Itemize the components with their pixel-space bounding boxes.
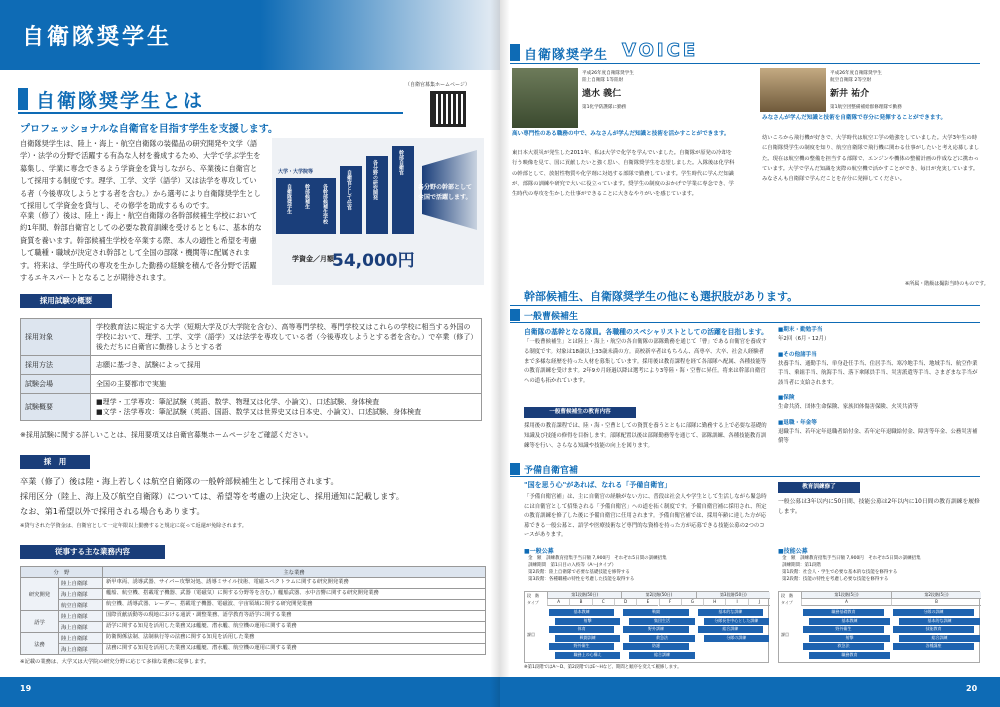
duty-row bbox=[21, 589, 486, 600]
exam-note: ※採用試験に関する詳しいことは、採用要項又は自衛官募集ホームページをご確認ください。 bbox=[20, 431, 313, 439]
schedule-year: 第1段階(50日) bbox=[547, 592, 621, 599]
yobi-body: 「予備自衛官補」は、主に自衛官の経験がない方に、普段は社会人や学生として生活しながら緊急時には自衛官として招集される「予備自衛官」への道を拓く制度です。予備自衛官補に採用され、所定の教育訓練を修了した後に予備自衛官に任用されます。予備自衛官補では、採用年齢に達した方が応募できる一般公募と、語学や医療技術など専門的な資格を持った方が応募できる技能公募の2つのコースがあります。 bbox=[524, 494, 767, 538]
schedule-block: 総合訓練 bbox=[899, 635, 980, 642]
duty-head-work: 主な業務 bbox=[103, 567, 486, 578]
benefits-side bbox=[778, 326, 980, 453]
gen-body: 「一般曹候補生」とは陸上・海上・航空の各自衛隊の部隊勤務を通じて「曹」である自衛官を養成する制度です。対象は18歳以上33歳未満の方。高校新卒者はもちろん、高専卒、大卒、社会人経験者まで多様な経歴を持った人材を募集しています。採用後は教育課程を経て各部隊へ配属、各種技能等の教育訓練を受けます。2年9カ月経過以降は選考により3等陸・海・空曹に昇任。将来は幹部自衛官への道も拓かれています。 bbox=[524, 339, 767, 385]
section-heading-bar bbox=[18, 88, 28, 110]
tk-schedule bbox=[778, 591, 980, 663]
duty-head-field: 分 野 bbox=[21, 567, 103, 578]
schedule-line: 訓練期間 第1日目の入校等（A〜Jタイプ） bbox=[528, 563, 617, 568]
schedule-block: 体育 bbox=[549, 626, 614, 633]
schedule-block: 職務上の心構え bbox=[555, 652, 620, 659]
hire-paragraph-1: 卒業（修了）後は陸・海上若しくは航空自衛隊の一般幹部候補生として採用されます。 bbox=[20, 476, 339, 486]
schedule-year: 第2段階(50日) bbox=[621, 592, 695, 599]
schedule-block: 分隊の訓練 bbox=[704, 635, 769, 642]
schedule-block: 戦闘 bbox=[623, 609, 688, 616]
schedule-type: H bbox=[703, 599, 725, 606]
duty-row bbox=[21, 633, 486, 644]
gen-bar bbox=[510, 309, 520, 321]
benefit-heading: ■その他諸手当 bbox=[778, 351, 817, 358]
exam-key: 試験会場 bbox=[21, 375, 91, 394]
train-title: 教育訓練修了 bbox=[778, 482, 860, 493]
duty-unit: 航空自衛隊 bbox=[59, 600, 103, 611]
schedule-block: 各種講座 bbox=[893, 643, 974, 650]
diagram-step-1: 自衛隊奨学生 bbox=[286, 184, 292, 214]
gen-edu-title: 一般曹候補生の教育内容 bbox=[524, 407, 636, 418]
gen-title: 一般曹候補生 bbox=[524, 312, 579, 322]
schedule-type: A bbox=[547, 599, 569, 606]
fee-label: 学資金／月額 bbox=[292, 255, 334, 263]
person-1-unit: 第1化学防護隊に勤務 bbox=[582, 105, 627, 110]
section-heading: 自衛隊奨学生とは bbox=[36, 90, 205, 112]
benefit-text: 年2回（6月・12月） bbox=[778, 336, 830, 342]
schedule-type: B bbox=[569, 599, 591, 606]
train-body: 一般公募は3年以内に50日間、技能公募は2年以内に10日間の教育訓練を履修します。 bbox=[778, 499, 980, 515]
diagram-end-2: 全国で活躍します。 bbox=[418, 194, 472, 201]
other-title: 幹部候補生、自衛隊奨学生の他にも選択肢があります。 bbox=[524, 290, 799, 303]
diagram-end-1: 各分野の幹部として bbox=[418, 184, 473, 191]
schedule-year: 第1段階(5日) bbox=[801, 592, 891, 599]
schedule-block: 救急法 bbox=[803, 643, 884, 650]
voice-word: VOICE bbox=[622, 40, 699, 61]
duty-field: 語学 bbox=[21, 611, 59, 633]
yobi-bar bbox=[510, 463, 520, 475]
hire-paragraph-2: 採用区分（陸上、海上及び航空自衛隊）については、希望等を考慮の上決定し、採用通知に記載します。 bbox=[20, 491, 404, 501]
person-1-body: 東日本大震災が発生した2011年、私は大学で化学を学んでいました。自衛隊が原発の冷却を行う映像を見て、国に貢献したいと強く思い、自衛隊奨学生を志望しました。入隊後は化学科の幹部として、放射性物質や化学剤に対処する部隊で勤務しています。学生時代に学んだ知識が、部隊の訓練や研究で大いに役立っています。奨学生の制度のおかげで学業に専念でき、学生時代の専攻を生かした仕事ができることに大きなやりがいを感じています。 bbox=[512, 150, 735, 198]
duty-unit: 陸上自衛隊 bbox=[59, 633, 103, 644]
exam-row bbox=[21, 319, 482, 356]
schedule-row-label: 段 階 bbox=[527, 593, 539, 598]
duty-table bbox=[20, 566, 486, 655]
schedule-block: 技能教育 bbox=[893, 626, 974, 633]
exam-title: 採用試験の概要 bbox=[20, 294, 112, 308]
benefit-text: 退職手当、若年定年退職者給付金、若年定年退職給付金、障害等年金、公務災害補償等 bbox=[778, 428, 978, 444]
schedule-line: 金 額 訓練教育招集手当日額 7,900円 それぞれ5日間の訓練招集 bbox=[528, 556, 667, 561]
hire-paragraph-3: なお、第1希望以外で採用される場合もあります。 bbox=[20, 506, 205, 516]
exam-value: ■理学・工学専攻：筆記試験（英語、数学、物理又は化学、小論文）、口述試験、身体検査 ■文学・法学専攻：筆記試験（英語、国語、数学又は世界史又は日本史、小論文）、口述試験、身体検査 bbox=[91, 394, 482, 421]
duty-row bbox=[21, 622, 486, 633]
schedule-block: 射撃 bbox=[555, 618, 620, 625]
gk-lines bbox=[528, 555, 768, 583]
schedule-type: I bbox=[725, 599, 747, 606]
schedule-type: E bbox=[636, 599, 658, 606]
schedule-row-label: 段 階 bbox=[781, 593, 793, 598]
duty-field: 法務 bbox=[21, 633, 59, 655]
gen-edu-body: 採用後の教育課程では、陸・海・空曹としての資質を養うとともに部隊に勤務する上で必要な基礎的知識及び技能の修得を目指します。部隊配置以後は部隊勤務等を通じて、部隊訓練、各種技能教育訓練等を行い、さらなる知識や技能の向上を図ります。 bbox=[524, 423, 767, 449]
schedule-block: 総合訓練 bbox=[629, 652, 694, 659]
schedule-row-label: タイプ bbox=[527, 600, 539, 605]
schedule-type: A bbox=[801, 599, 891, 606]
schedule-line: 訓練期間：第1段階 bbox=[782, 563, 821, 568]
exam-value: 志願に基づき、試験によって採用 bbox=[91, 356, 482, 375]
schedule-type: F bbox=[659, 599, 681, 606]
schedule-row-label: 課目 bbox=[527, 632, 535, 637]
person-2-name: 新井 祐介 bbox=[830, 89, 870, 99]
gk-schedule bbox=[524, 591, 769, 663]
yobi-subtitle: "国を思う心"があれば、なれる「予備自衛官」 bbox=[524, 481, 672, 489]
benefit-heading: ■保険 bbox=[778, 395, 795, 401]
person-1-meta-1: 平成26年度自衛隊奨学生 bbox=[582, 71, 634, 76]
benefit-heading: ■退職・年金等 bbox=[778, 419, 817, 426]
exam-key: 採用方法 bbox=[21, 356, 91, 375]
duty-row bbox=[21, 578, 486, 589]
spine-shadow bbox=[490, 0, 510, 707]
voice-underline bbox=[510, 63, 980, 64]
schedule-year: 第2段階(5日) bbox=[891, 592, 981, 599]
schedule-block: 基本的な訓練 bbox=[698, 609, 763, 616]
schedule-block: 職務基礎教育 bbox=[803, 609, 884, 616]
intro-paragraph-2: 卒業（修了）後は、陸上・海上・航空自衛隊の各幹部候補生学校において約1年間、幹部自衛官としての必要な教育訓練を受けるとともに、基本的な資質を養います。幹部候補生学校を卒業する際、本人の適性と希望を考慮して職種・職域が決定され幹部として全国の部隊・機関等に配属されます。将来は、学生時代の専攻を生かした勤務の経験を積んで各分野で活躍するエキスパートとなることが期待されます。 bbox=[20, 211, 262, 283]
schedule-block: 総合訓練 bbox=[698, 626, 763, 633]
left-footer bbox=[0, 677, 500, 707]
photo-note: ※所属・階級は撮影当時のものです。 bbox=[905, 281, 989, 287]
schedule-type: G bbox=[681, 599, 703, 606]
person-2-body: 幼いころから飛行機が好きで、大学時代は航空工学の勉強をしていました。大学3年生の時に自衛隊奨学生の制度を知り、航空自衛隊で飛行機に関わる仕事がしたいと考え応募しました。現在は航空機の整備を担当する部隊で、エンジンや機体の整備計画の作成などに携わっています。大学で学んだ知識を実際の航空機で活かすことができ、毎日が充実しています。みなさんも自衛隊で学んだことを存分に発揮してください。 bbox=[762, 135, 980, 183]
schedule-block: 基本的な訓練 bbox=[899, 618, 980, 625]
schedule-line: 金 額 訓練教育招集手当日額 7,900円 それぞれ5日間の訓練招集 bbox=[782, 556, 921, 561]
schedule-type: C bbox=[592, 599, 614, 606]
right-footer bbox=[500, 677, 1000, 707]
schedule-line: 第3段階：各種職種の特性を考慮した技能を取得する bbox=[528, 577, 635, 582]
exam-row bbox=[21, 375, 482, 394]
duty-title: 従事する主な業務内容 bbox=[20, 545, 165, 559]
schedule-block: 戦闘訓練 bbox=[555, 635, 620, 642]
duty-unit: 陸上自衛隊 bbox=[59, 578, 103, 589]
duty-field: 研究開発 bbox=[21, 578, 59, 611]
person-1-photo bbox=[512, 68, 578, 128]
yobi-title-line bbox=[510, 476, 980, 477]
duty-text: 法務に関する知見を活用した業務又は艦艇、潜水艦、航空機の運用に関する業務 bbox=[103, 644, 486, 655]
exam-key: 採用対象 bbox=[21, 319, 91, 356]
page-title: 自衛隊奨学生 bbox=[22, 25, 173, 50]
duty-unit: 海上自衛隊 bbox=[59, 622, 103, 633]
exam-row bbox=[21, 356, 482, 375]
duty-unit: 海上自衛隊 bbox=[59, 644, 103, 655]
schedule-row-label: タイプ bbox=[781, 600, 793, 605]
schedule-block: 職務教育 bbox=[809, 652, 890, 659]
schedule-row-label: 課目 bbox=[781, 632, 789, 637]
person-1-lead: 高い専門性のある職務の中で、みなさんが学んだ知識と技術を活かすことができます。 bbox=[512, 131, 730, 137]
qr-code[interactable] bbox=[430, 91, 466, 127]
exam-table bbox=[20, 318, 482, 421]
schedule-block: 野外訓練 bbox=[623, 626, 688, 633]
schedule-type: J bbox=[748, 599, 770, 606]
subtitle: プロフェッショナルな自衛官を目指す学生を支援します。 bbox=[20, 124, 278, 135]
exam-row bbox=[21, 394, 482, 421]
yobi-title: 予備自衛官補 bbox=[524, 466, 579, 476]
schedule-block: 基本教練 bbox=[549, 609, 614, 616]
schedule-block: 救急法 bbox=[629, 635, 694, 642]
hire-note: ※貸与された学資金は、自衛官として一定年限以上勤務すると規定に従って返還が免除されます。 bbox=[20, 523, 247, 529]
diagram-step-4: 自衛官として任官 bbox=[346, 170, 352, 210]
gk-note: ※第1段階ではA〜D、第2段階ではE〜Hなど、期間と順序を変えて履修します。 bbox=[524, 665, 682, 670]
duty-unit: 海上自衛隊 bbox=[59, 589, 103, 600]
duty-text: 語学に関する知見を活用した業務又は艦艇、潜水艦、航空機の運用に関する業務 bbox=[103, 622, 486, 633]
right-page-number: 20 bbox=[966, 684, 978, 693]
person-2-meta-1: 平成26年度自衛隊奨学生 bbox=[830, 71, 882, 76]
tk-title: ■技能公募 bbox=[778, 548, 808, 555]
duty-text: 艦船、航空機、搭載電子機器、武器（電磁気）に関する分野等を含む。）艦船武器、水中音響に関する研究開発業務 bbox=[103, 589, 486, 600]
diagram-step-2: 幹部候補生 bbox=[304, 184, 310, 209]
duty-text: 航空機、誘導武器、レーダー、搭載電子機器、電磁波、宇宙領域に関する研究開発業務 bbox=[103, 600, 486, 611]
exam-value: 学校教育法に規定する大学（短期大学及び大学院を含む）、高等専門学校、専門学校又はこれらの学校に相当する外国の学校において、理学、工学、文学（語学）又は法学を専攻している者（今後専攻しようとする者を含む。）で卒業（修了）後ただちに自衛官に勤務しようとする者 bbox=[91, 319, 482, 356]
schedule-block: 野外衛生 bbox=[549, 643, 614, 650]
schedule-line: 第2段階：技能の特性を考慮し必要な技能を修得する bbox=[782, 577, 889, 582]
duty-row bbox=[21, 644, 486, 655]
person-1-name: 遠水 義仁 bbox=[582, 89, 622, 99]
fee-value: 54,000円 bbox=[332, 251, 415, 271]
exam-value: 全国の主要都市で実施 bbox=[91, 375, 482, 394]
person-2-lead: みなさんが学んだ知識と技術を自衛隊で存分に発揮することができます。 bbox=[762, 115, 947, 121]
gen-title-line bbox=[510, 322, 980, 323]
diagram-step-5: 各分野の研究開発 bbox=[372, 160, 378, 200]
benefit-text: 扶養手当、通勤手当、単身赴任手当、住居手当、寒冷地手当、地域手当、航空作業手当、乗組手当、航海手当、落下傘隊員手当、災害派遣等手当、さまざまな手当が該当者に支給されます。 bbox=[778, 360, 978, 386]
diagram-uni-label: 大学・大学院等 bbox=[278, 169, 314, 175]
schedule-block: 集団生活 bbox=[629, 618, 694, 625]
duty-text: 防衛関係法制、法制執行等の法務に関する知見を活用した業務 bbox=[103, 633, 486, 644]
qr-caption: （自衛官募集ホームページ） bbox=[405, 82, 470, 88]
duty-row bbox=[21, 600, 486, 611]
schedule-year: 第3段階(50日) bbox=[696, 592, 770, 599]
exam-key: 試験概要 bbox=[21, 394, 91, 421]
other-title-underline bbox=[510, 305, 980, 306]
schedule-type: B bbox=[891, 599, 981, 606]
schedule-block: 野外衛生 bbox=[803, 626, 884, 633]
duty-row bbox=[21, 611, 486, 622]
diagram-step-3: 各幹部候補生学校 bbox=[322, 184, 328, 224]
schedule-line: 第2段階：陸上自衛隊で必要な基礎技能を修得する bbox=[528, 570, 630, 575]
duty-unit: 陸上自衛隊 bbox=[59, 611, 103, 622]
schedule-block: 防護 bbox=[623, 643, 688, 650]
left-title-band-fade bbox=[260, 0, 500, 70]
benefit-heading: ■期末・勤勉手当 bbox=[778, 327, 823, 333]
gen-subtitle: 自衛隊の基幹となる隊員。各職種のスペシャリストとしての活躍を目指します。 bbox=[524, 328, 768, 336]
schedule-type: D bbox=[614, 599, 636, 606]
gk-title: ■一般公募 bbox=[524, 548, 554, 555]
schedule-block: 射撃 bbox=[809, 635, 890, 642]
person-2-photo bbox=[760, 68, 826, 112]
diagram-step-6: 幹部自衛官 bbox=[398, 150, 404, 175]
tk-lines bbox=[782, 555, 982, 583]
career-diagram bbox=[272, 138, 484, 285]
voice-bar bbox=[510, 44, 520, 61]
person-1-meta-2: 陸上自衛隊 1等陸尉 bbox=[582, 78, 624, 83]
voice-title: 自衛隊奨学生 bbox=[524, 48, 609, 63]
duty-note: ※記載の業務は、大学又は大学院の研究分野に応じて多様な業務に従事します。 bbox=[20, 659, 210, 665]
duty-text: 国際貢献活動等の現地における通訳・調整業務、語学教育等語学に関する業務 bbox=[103, 611, 486, 622]
hire-title: 採 用 bbox=[20, 455, 90, 469]
schedule-line: 第1段階：社会人・学生で必要な基本的な技能を修得する bbox=[782, 570, 898, 575]
schedule-block: 分隊の訓練 bbox=[893, 609, 974, 616]
schedule-block: 分隊長を中心とした訓練 bbox=[704, 618, 769, 625]
benefit-text: 生命共済、団体生命保険、家族団体傷害保険、火災共済等 bbox=[778, 404, 919, 410]
intro-paragraph-1: 自衛隊奨学生は、陸上・海上・航空自衛隊の装備品の研究開発や文学（語学）・法学の分野で活躍する有為な人材を養成するため、大学で学ぶ学生を募集し、学業に専念できるよう学資金を貸与しながら、卒業後に自衛官として採用する制度です。理学、工学、文学（語学）又は法学を専攻している者（今後専攻しようとする者を含む。）から選考により自衛隊奨学生として採用して学資金を貸与し、その修学を助成するものです。 bbox=[20, 139, 261, 211]
schedule-block: 基本教練 bbox=[809, 618, 890, 625]
heading-underline bbox=[18, 112, 403, 114]
left-page-number: 19 bbox=[20, 684, 32, 693]
duty-text: 新甲車両、誘導武器、サイバー攻撃対処、誘導ミサイル技術、電磁スペクトラムに関する研究開発業務 bbox=[103, 578, 486, 589]
person-2-meta-2: 航空自衛隊 2等空尉 bbox=[830, 78, 872, 83]
person-2-unit: 第1航空団整備補給群修理隊で勤務 bbox=[830, 105, 902, 110]
